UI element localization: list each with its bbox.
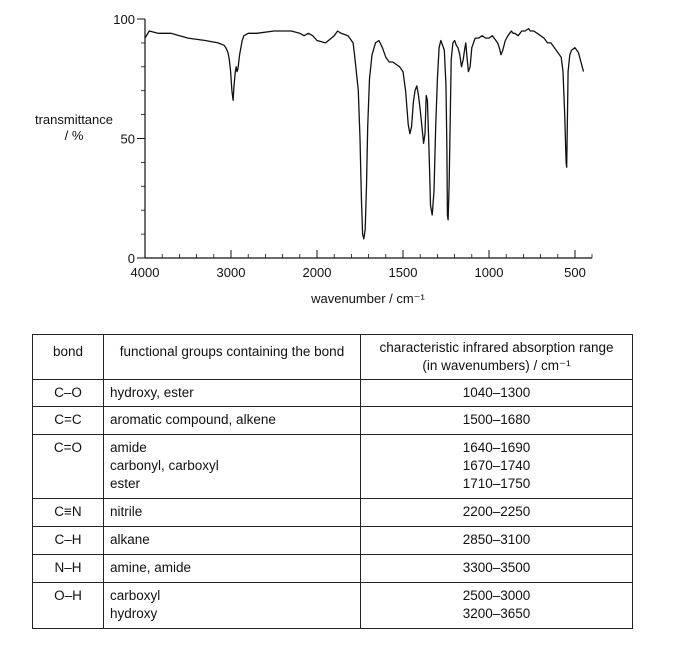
y-major-ticks: [137, 19, 145, 258]
table-row: [33, 380, 633, 407]
header-range-line2: (in wavenumbers) / cm⁻¹: [422, 358, 571, 373]
absorption-range-cell: [361, 583, 633, 629]
absorption-range: 1640–1690: [462, 440, 531, 455]
bond-cell: N–H: [33, 555, 104, 583]
absorption-range: 2500–3000: [462, 588, 531, 603]
functional-group: alkane: [110, 532, 150, 547]
functional-groups-cell: [104, 380, 361, 407]
x-axis-label: wavenumber / cm⁻¹: [311, 291, 425, 306]
functional-groups-cell: [104, 527, 361, 555]
bond-cell: C–H: [33, 527, 104, 555]
functional-groups-cell: [104, 499, 361, 527]
absorption-range-cell: [361, 555, 633, 583]
y-tick-label: 50: [120, 131, 135, 147]
header-bond: bond: [33, 335, 104, 380]
absorption-range-cell: [361, 380, 633, 407]
x-tick-label: 1500: [388, 265, 418, 280]
x-tick-label: 2000: [302, 265, 332, 280]
absorption-range-cell: [361, 407, 633, 435]
table-row: [33, 555, 633, 583]
functional-group: hydroxy, ester: [110, 385, 194, 400]
x-tick-label: 500: [564, 265, 586, 280]
functional-group: hydroxy: [110, 606, 158, 621]
functional-group: amide: [110, 440, 147, 455]
x-tick-label: 3000: [216, 265, 246, 280]
x-tick-label: 4000: [130, 265, 160, 280]
absorption-range: 1710–1750: [462, 476, 531, 491]
absorption-range: 1040–1300: [462, 385, 531, 400]
header-range-line1: characteristic infrared absorption range: [379, 340, 614, 355]
table-row: [33, 583, 633, 629]
y-tick-label: 100: [113, 12, 135, 27]
table-header-row: [33, 335, 633, 380]
y-axis-label-line2: / %: [64, 128, 84, 143]
absorption-range-cell: [361, 435, 633, 499]
x-tick-labels: [131, 265, 586, 280]
header-absorption-range: [361, 335, 633, 380]
header-functional-groups: functional groups containing the bond: [104, 335, 361, 380]
absorption-range: 3300–3500: [462, 560, 531, 575]
functional-group: aromatic compound, alkene: [110, 412, 276, 427]
functional-groups-cell: [104, 435, 361, 499]
absorption-range: 2850–3100: [462, 532, 531, 547]
ir-spectrum-chart: [0, 0, 686, 320]
bond-cell: C–O: [33, 380, 104, 407]
absorption-range: 2200–2250: [462, 504, 531, 519]
bond-cell: C≡N: [33, 499, 104, 527]
y-axis-label-line1: transmittance: [34, 112, 114, 127]
functional-group: nitrile: [110, 504, 143, 519]
y-axis-label: [26, 112, 122, 144]
functional-groups-cell: [104, 555, 361, 583]
bond-cell: C=O: [33, 435, 104, 499]
table-row: [33, 499, 633, 527]
table-row: [33, 407, 633, 435]
absorption-range: 1500–1680: [462, 412, 531, 427]
x-major-ticks: [145, 250, 575, 258]
functional-group: carboxyl: [110, 588, 161, 603]
bond-cell: O–H: [33, 583, 104, 629]
bond-cell: C=C: [33, 407, 104, 435]
y-tick-label: 0: [127, 251, 135, 266]
functional-group: carbonyl, carboxyl: [110, 458, 219, 473]
functional-group: amine, amide: [110, 560, 192, 575]
absorption-range-cell: [361, 527, 633, 555]
absorption-range: 3200–3650: [462, 606, 531, 621]
absorption-range-cell: [361, 499, 633, 527]
functional-groups-cell: [104, 583, 361, 629]
spectrum-line: [145, 29, 584, 239]
functional-group: ester: [110, 476, 141, 491]
table-body: [33, 380, 633, 629]
table-row: [33, 527, 633, 555]
absorption-range: 1670–1740: [462, 458, 531, 473]
functional-groups-cell: [104, 407, 361, 435]
x-tick-label: 1000: [474, 265, 504, 280]
ir-absorption-table: [32, 334, 633, 629]
table-row: [33, 435, 633, 499]
